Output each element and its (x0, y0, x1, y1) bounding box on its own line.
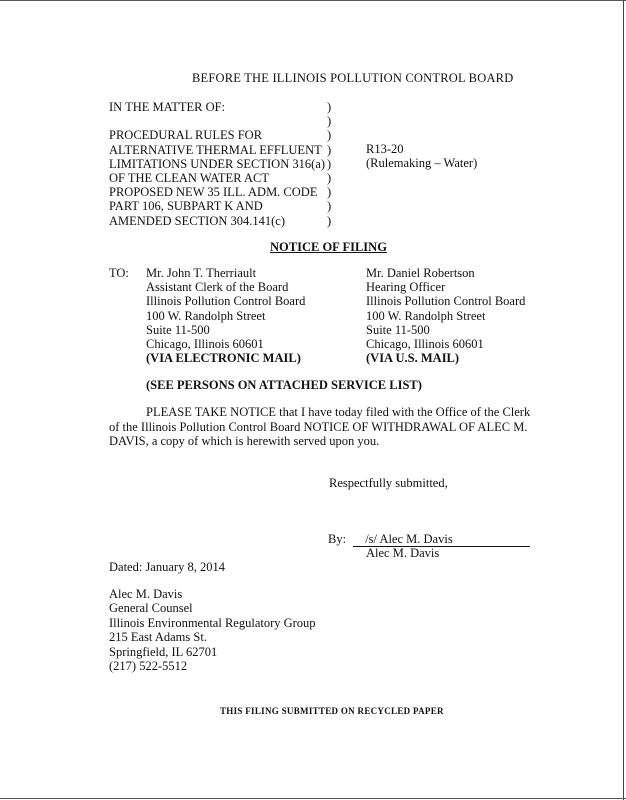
paren: ) (327, 142, 332, 157)
recipient-method: (VIA ELECTRONIC MAIL) (146, 351, 301, 366)
paren: ) (327, 213, 332, 228)
document-title: BEFORE THE ILLINOIS POLLUTION CONTROL BOARD (192, 71, 514, 85)
notice-heading: NOTICE OF FILING (270, 240, 387, 254)
caption-line: LIMITATIONS UNDER SECTION 316(a) (109, 156, 325, 171)
signer-street: 215 East Adams St. (109, 630, 207, 645)
caption-line: PROCEDURAL RULES FOR (109, 128, 263, 143)
recipient-address (146, 266, 305, 365)
caption-line: ALTERNATIVE THERMAL EFFLUENT (109, 142, 322, 157)
signature-line (328, 532, 530, 547)
paren: ) (327, 170, 332, 185)
signer-org: Illinois Environmental Regulatory Group (109, 615, 316, 630)
recipient-org: Illinois Pollution Control Board (366, 294, 526, 309)
caption-line: OF THE CLEAN WATER ACT (109, 170, 269, 185)
scan-edge-bottom (0, 798, 626, 799)
signature-printed-name: Alec M. Davis (366, 546, 440, 560)
recipient-title: Assistant Clerk of the Board (146, 280, 289, 295)
closing: Respectfully submitted, (329, 476, 448, 490)
caption-line: AMENDED SECTION 304.141(c) (109, 213, 286, 228)
signer-title: General Counsel (109, 601, 193, 616)
recipient-org: Illinois Pollution Control Board (146, 294, 306, 309)
signer-contact-block (109, 587, 316, 673)
to-label: TO: (109, 266, 129, 280)
paren: ) (327, 114, 332, 129)
docket-number: R13-20 (366, 142, 404, 156)
recycled-paper-footer: THIS FILING SUBMITTED ON RECYCLED PAPER (220, 706, 444, 716)
electronic-signature: /s/ Alec M. Davis (353, 532, 530, 547)
docket-info (366, 142, 477, 170)
recipient-name: Mr. John T. Therriault (146, 266, 257, 280)
recipient-method: (VIA U.S. MAIL) (366, 351, 460, 366)
dated-line: Dated: January 8, 2014 (109, 560, 225, 574)
docket-type: (Rulemaking – Water) (366, 156, 478, 171)
paren: ) (327, 199, 332, 214)
paren: ) (327, 185, 332, 200)
caption-parentheses (327, 100, 331, 228)
recipient-suite: Suite 11-500 (366, 322, 430, 337)
signer-name: Alec M. Davis (109, 587, 183, 601)
notice-body: PLEASE TAKE NOTICE that I have today filed with the Office of the Clerk of the Illinois Pollution Control Board NOTICE OF WITHDRAWAL OF ALEC M. DAVIS, a copy of which is herewith served upon you. (109, 405, 531, 448)
caption-line: PROPOSED NEW 35 ILL. ADM. CODE (109, 185, 318, 200)
recipient-street: 100 W. Randolph Street (366, 308, 486, 323)
signer-phone: (217) 522-5512 (109, 658, 188, 673)
case-caption (109, 100, 325, 228)
recipient-address (366, 266, 525, 365)
recipient-name: Mr. Daniel Robertson (366, 266, 475, 280)
caption-line: PART 106, SUBPART K AND (109, 199, 263, 214)
recipient-suite: Suite 11-500 (146, 322, 210, 337)
scan-edge-right (623, 0, 624, 800)
recipient-street: 100 W. Randolph Street (146, 308, 266, 323)
by-label: By: (328, 532, 347, 546)
service-list-note: (SEE PERSONS ON ATTACHED SERVICE LIST) (146, 378, 422, 392)
scan-edge-top (0, 0, 626, 1)
paren: ) (327, 156, 332, 171)
caption-line: IN THE MATTER OF: (109, 100, 226, 114)
paren: ) (327, 128, 332, 143)
recipient-title: Hearing Officer (366, 280, 446, 295)
paren: ) (327, 100, 332, 114)
recipient-city: Chicago, Illinois 60601 (366, 336, 484, 351)
signer-city: Springfield, IL 62701 (109, 644, 218, 659)
recipient-city: Chicago, Illinois 60601 (146, 336, 264, 351)
caption-line (109, 114, 325, 128)
